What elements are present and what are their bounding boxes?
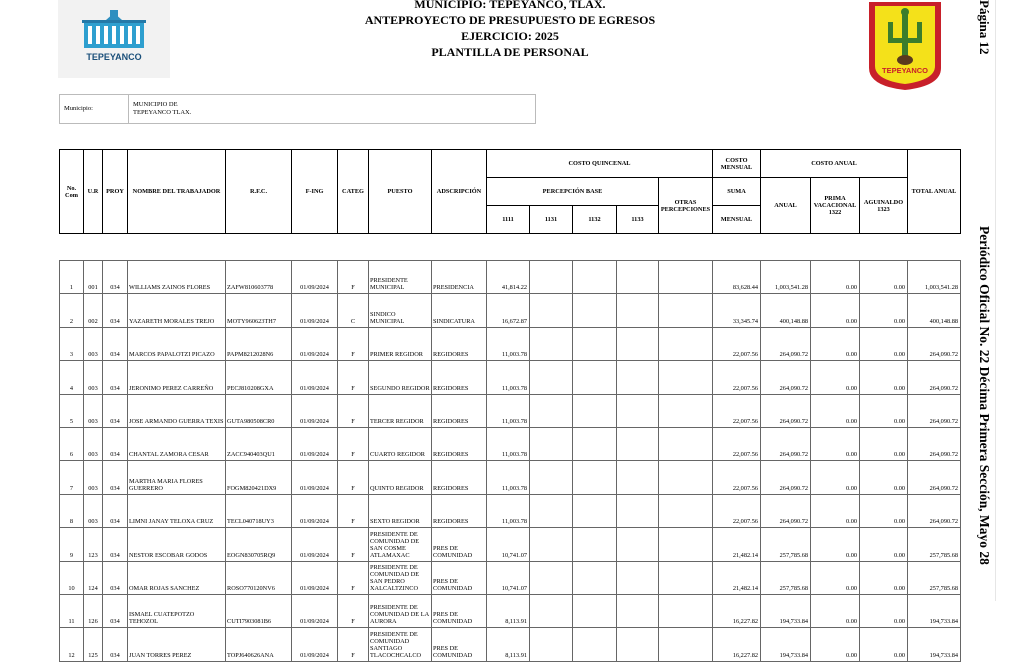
cell-categ: F <box>338 628 369 661</box>
cell-aguinaldo: 0.00 <box>860 394 908 427</box>
col-fing: F-ING <box>292 150 338 234</box>
cell-ur: 002 <box>84 294 103 327</box>
cell-otras <box>659 594 713 627</box>
cell-proy: 034 <box>103 294 128 327</box>
cell-c1131 <box>530 327 573 360</box>
cell-c1131 <box>530 261 573 294</box>
cell-prima: 0.00 <box>811 261 860 294</box>
personnel-table <box>59 260 961 662</box>
table-row <box>60 494 961 527</box>
cell-nombre: JERONIMO PEREZ CARREÑO <box>128 361 226 394</box>
cell-fing: 01/09/2024 <box>292 528 338 561</box>
cell-puesto: QUINTO REGIDOR <box>369 461 432 494</box>
cell-categ: F <box>338 594 369 627</box>
cell-total: 264,090.72 <box>908 361 961 394</box>
cell-puesto: PRIMER REGIDOR <box>369 327 432 360</box>
cell-suma: 22,007.56 <box>713 461 761 494</box>
cell-total: 194,733.84 <box>908 594 961 627</box>
cell-ur: 003 <box>84 461 103 494</box>
cell-total: 257,785.68 <box>908 561 961 594</box>
cell-no: 12 <box>60 628 84 661</box>
cell-suma: 22,007.56 <box>713 494 761 527</box>
cell-no: 5 <box>60 394 84 427</box>
municipio-label: Municipio: <box>64 105 93 112</box>
cell-fing: 01/09/2024 <box>292 628 338 661</box>
cell-prima: 0.00 <box>811 361 860 394</box>
cell-fing: 01/09/2024 <box>292 461 338 494</box>
cell-c1133 <box>617 561 659 594</box>
cell-c1131 <box>530 294 573 327</box>
table-row <box>60 427 961 460</box>
header-municipio: MUNICIPIO: TEPEYANCO, TLAX. <box>414 0 606 11</box>
cell-fing: 01/09/2024 <box>292 294 338 327</box>
cell-prima: 0.00 <box>811 327 860 360</box>
cell-adscripcion: REGIDORES <box>432 427 487 460</box>
document-header <box>300 0 720 60</box>
cell-categ: F <box>338 427 369 460</box>
cell-ur: 001 <box>84 261 103 294</box>
cell-proy: 034 <box>103 628 128 661</box>
cell-c1133 <box>617 494 659 527</box>
cell-c1133 <box>617 394 659 427</box>
col-proy: PROY <box>103 150 128 234</box>
cell-puesto: PRESIDENTE DE COMUNIDAD SANTIAGO TLACOCHCALCO <box>369 628 432 661</box>
col-no-com: No. Com <box>60 150 84 234</box>
cell-otras <box>659 561 713 594</box>
cell-nombre: MARTHA MARIA FLORES GUERRERO <box>128 461 226 494</box>
cell-rfc: GUTA980508CR0 <box>226 394 292 427</box>
cell-puesto: PRESIDENTE DE COMUNIDAD DE SAN COSME ATLAMAXAC <box>369 528 432 561</box>
cell-fing: 01/09/2024 <box>292 561 338 594</box>
cell-total: 264,090.72 <box>908 394 961 427</box>
cell-anual: 194,733.84 <box>761 628 811 661</box>
cell-nombre: ISMAEL CUATEPOTZO TEHOZOL <box>128 594 226 627</box>
cell-categ: F <box>338 394 369 427</box>
cell-categ: C <box>338 294 369 327</box>
cell-otras <box>659 427 713 460</box>
cell-rfc: FOGM820421DX9 <box>226 461 292 494</box>
cell-adscripcion: REGIDORES <box>432 461 487 494</box>
cell-adscripcion: PRES DE COMUNIDAD <box>432 561 487 594</box>
cell-categ: F <box>338 361 369 394</box>
cell-suma: 83,628.44 <box>713 261 761 294</box>
col-nombre: NOMBRE DEL TRABAJADOR <box>128 150 226 234</box>
cell-c1132 <box>573 628 617 661</box>
col-categ: CATEG <box>338 150 369 234</box>
col-prima: PRIMA VACACIONAL 1322 <box>811 178 860 234</box>
cell-rfc: PECJ810208GXA <box>226 361 292 394</box>
cell-rfc: TOPJ640626ANA <box>226 628 292 661</box>
cell-proy: 034 <box>103 594 128 627</box>
cell-total: 264,090.72 <box>908 494 961 527</box>
cell-c1132 <box>573 594 617 627</box>
cell-ur: 003 <box>84 427 103 460</box>
cell-no: 3 <box>60 327 84 360</box>
cell-rfc: ZACC940403QU1 <box>226 427 292 460</box>
cell-c1133 <box>617 528 659 561</box>
cell-adscripcion: PRES DE COMUNIDAD <box>432 594 487 627</box>
cell-adscripcion: PRES DE COMUNIDAD <box>432 628 487 661</box>
col-1111: 1111 <box>487 206 530 234</box>
col-aguinaldo: AGUINALDO 1323 <box>860 178 908 234</box>
cell-no: 4 <box>60 361 84 394</box>
cell-proy: 034 <box>103 561 128 594</box>
cell-proy: 034 <box>103 361 128 394</box>
cell-c1111: 11,003.78 <box>487 427 530 460</box>
cell-total: 257,785.68 <box>908 528 961 561</box>
cell-aguinaldo: 0.00 <box>860 427 908 460</box>
shield-text: TEPEYANCO <box>882 66 928 75</box>
cell-nombre: MARCOS PAPALOTZI PICAZO <box>128 327 226 360</box>
cell-c1132 <box>573 528 617 561</box>
cell-c1131 <box>530 561 573 594</box>
cell-c1111: 10,741.07 <box>487 528 530 561</box>
cell-aguinaldo: 0.00 <box>860 561 908 594</box>
cell-ur: 003 <box>84 394 103 427</box>
cell-c1131 <box>530 461 573 494</box>
cell-c1132 <box>573 494 617 527</box>
cell-puesto: PRESIDENTE MUNICIPAL <box>369 261 432 294</box>
cell-prima: 0.00 <box>811 294 860 327</box>
cell-ur: 003 <box>84 327 103 360</box>
cell-fing: 01/09/2024 <box>292 361 338 394</box>
cell-rfc: ZAFW810603778 <box>226 261 292 294</box>
cell-puesto: SINDICO MUNICIPAL <box>369 294 432 327</box>
cell-suma: 22,007.56 <box>713 427 761 460</box>
cell-aguinaldo: 0.00 <box>860 327 908 360</box>
cell-c1131 <box>530 628 573 661</box>
cell-c1132 <box>573 461 617 494</box>
col-costo-quincenal: COSTO QUINCENAL <box>487 150 713 178</box>
cell-c1133 <box>617 294 659 327</box>
col-anual: ANUAL <box>761 178 811 234</box>
col-mensual: MENSUAL <box>713 206 761 234</box>
cell-nombre: JUAN TORRES PEREZ <box>128 628 226 661</box>
col-ur: U.R <box>84 150 103 234</box>
cell-otras <box>659 327 713 360</box>
header-anteproyecto: ANTEPROYECTO DE PRESUPUESTO DE EGRESOS <box>364 13 656 27</box>
cell-categ: F <box>338 327 369 360</box>
cell-anual: 257,785.68 <box>761 528 811 561</box>
town-hall-icon <box>80 8 148 52</box>
cell-aguinaldo: 0.00 <box>860 494 908 527</box>
cell-otras <box>659 261 713 294</box>
cell-proy: 034 <box>103 327 128 360</box>
cell-suma: 22,007.56 <box>713 394 761 427</box>
cell-c1133 <box>617 327 659 360</box>
cell-nombre: YAZARETH MORALES TREJO <box>128 294 226 327</box>
cell-aguinaldo: 0.00 <box>860 528 908 561</box>
cell-c1133 <box>617 261 659 294</box>
cell-otras <box>659 361 713 394</box>
municipio-box <box>59 94 536 124</box>
cell-fing: 01/09/2024 <box>292 261 338 294</box>
cell-categ: F <box>338 528 369 561</box>
cell-fing: 01/09/2024 <box>292 494 338 527</box>
cell-anual: 264,090.72 <box>761 394 811 427</box>
col-percepcion-base: PERCEPCIÓN BASE <box>487 178 659 206</box>
cell-c1132 <box>573 427 617 460</box>
cell-c1132 <box>573 327 617 360</box>
cell-anual: 264,090.72 <box>761 494 811 527</box>
cell-c1111: 8,113.91 <box>487 628 530 661</box>
cell-suma: 21,482.14 <box>713 528 761 561</box>
cell-c1133 <box>617 628 659 661</box>
table-row <box>60 528 961 561</box>
cell-rfc: EOGN830705RQ9 <box>226 528 292 561</box>
cell-suma: 21,482.14 <box>713 561 761 594</box>
cell-c1111: 11,003.78 <box>487 461 530 494</box>
cell-suma: 16,227.82 <box>713 594 761 627</box>
cell-nombre: LIMNI JANAY TELOXA CRUZ <box>128 494 226 527</box>
personnel-table-header <box>59 149 961 234</box>
cell-ur: 125 <box>84 628 103 661</box>
cell-prima: 0.00 <box>811 394 860 427</box>
cell-rfc: PAPM8212028N6 <box>226 327 292 360</box>
cell-adscripcion: REGIDORES <box>432 327 487 360</box>
cell-adscripcion: PRES DE COMUNIDAD <box>432 528 487 561</box>
cell-c1131 <box>530 427 573 460</box>
cell-ur: 003 <box>84 361 103 394</box>
table-row <box>60 561 961 594</box>
cell-anual: 264,090.72 <box>761 361 811 394</box>
cell-no: 2 <box>60 294 84 327</box>
cell-proy: 034 <box>103 394 128 427</box>
cell-puesto: CUARTO REGIDOR <box>369 427 432 460</box>
cell-otras <box>659 461 713 494</box>
cell-aguinaldo: 0.00 <box>860 361 908 394</box>
col-1131: 1131 <box>530 206 573 234</box>
col-rfc: R.F.C. <box>226 150 292 234</box>
cell-no: 9 <box>60 528 84 561</box>
cell-rfc: ROSO770120NV6 <box>226 561 292 594</box>
cell-otras <box>659 494 713 527</box>
cell-rfc: MOTY960623TH7 <box>226 294 292 327</box>
table-row <box>60 327 961 360</box>
cell-proy: 034 <box>103 494 128 527</box>
cell-categ: F <box>338 461 369 494</box>
table-row <box>60 628 961 661</box>
cell-nombre: JOSE ARMANDO GUERRA TEXIS <box>128 394 226 427</box>
cell-total: 194,733.84 <box>908 628 961 661</box>
cell-no: 6 <box>60 427 84 460</box>
cell-total: 400,148.88 <box>908 294 961 327</box>
col-total-anual: TOTAL ANUAL <box>908 150 961 234</box>
cell-suma: 16,227.82 <box>713 628 761 661</box>
cell-anual: 264,090.72 <box>761 427 811 460</box>
cell-anual: 264,090.72 <box>761 461 811 494</box>
cell-adscripcion: SINDICATURA <box>432 294 487 327</box>
cell-ur: 003 <box>84 494 103 527</box>
cell-rfc: TECL040718UY3 <box>226 494 292 527</box>
cell-proy: 034 <box>103 528 128 561</box>
cell-c1111: 10,741.07 <box>487 561 530 594</box>
cell-no: 8 <box>60 494 84 527</box>
page-number: Página 12 <box>977 0 992 55</box>
cell-no: 10 <box>60 561 84 594</box>
table-row <box>60 461 961 494</box>
cell-adscripcion: REGIDORES <box>432 394 487 427</box>
periodico-label: Periódico Oficial No. 22 Décima Primera Sección, Mayo 28 <box>977 226 992 565</box>
table-row <box>60 394 961 427</box>
cell-nombre: WILLIAMS ZAINOS FLORES <box>128 261 226 294</box>
cell-puesto: SEXTO REGIDOR <box>369 494 432 527</box>
cell-ur: 123 <box>84 528 103 561</box>
cell-prima: 0.00 <box>811 427 860 460</box>
cell-otras <box>659 294 713 327</box>
cell-adscripcion: REGIDORES <box>432 361 487 394</box>
col-costo-mensual: COSTO MENSUAL <box>713 150 761 178</box>
cell-anual: 1,003,541.28 <box>761 261 811 294</box>
cell-c1111: 8,113.91 <box>487 594 530 627</box>
cell-anual: 400,148.88 <box>761 294 811 327</box>
cell-no: 7 <box>60 461 84 494</box>
table-row <box>60 594 961 627</box>
cell-c1132 <box>573 261 617 294</box>
cell-aguinaldo: 0.00 <box>860 294 908 327</box>
cell-no: 1 <box>60 261 84 294</box>
cell-aguinaldo: 0.00 <box>860 594 908 627</box>
table-row <box>60 261 961 294</box>
cell-adscripcion: REGIDORES <box>432 494 487 527</box>
cell-c1132 <box>573 394 617 427</box>
col-otras: OTRAS PERCEPCIONES <box>659 178 713 234</box>
table-row <box>60 294 961 327</box>
cell-prima: 0.00 <box>811 494 860 527</box>
cell-anual: 257,785.68 <box>761 561 811 594</box>
cell-puesto: TERCER REGIDOR <box>369 394 432 427</box>
cell-suma: 33,345.74 <box>713 294 761 327</box>
cell-otras <box>659 394 713 427</box>
col-1133: 1133 <box>617 206 659 234</box>
cell-rfc: CUTI7903081B6 <box>226 594 292 627</box>
cell-c1132 <box>573 561 617 594</box>
cell-nombre: NESTOR ESCOBAR GODOS <box>128 528 226 561</box>
cell-ur: 124 <box>84 561 103 594</box>
cell-prima: 0.00 <box>811 461 860 494</box>
col-adscripcion: ADSCRIPCIÓN <box>432 150 487 234</box>
cell-ur: 126 <box>84 594 103 627</box>
municipio-line2: TEPEYANCO TLAX. <box>133 109 192 116</box>
cell-c1111: 11,003.78 <box>487 361 530 394</box>
cell-categ: F <box>338 261 369 294</box>
municipio-value <box>133 101 333 117</box>
cell-total: 264,090.72 <box>908 427 961 460</box>
cell-fing: 01/09/2024 <box>292 394 338 427</box>
cell-c1132 <box>573 361 617 394</box>
col-suma: SUMA <box>713 178 761 206</box>
col-costo-anual: COSTO ANUAL <box>761 150 908 178</box>
cell-prima: 0.00 <box>811 561 860 594</box>
cell-fing: 01/09/2024 <box>292 327 338 360</box>
municipal-shield-right <box>866 0 944 97</box>
cell-categ: F <box>338 494 369 527</box>
cell-adscripcion: PRESIDENCIA <box>432 261 487 294</box>
header-ejercicio: EJERCICIO: 2025 <box>461 29 559 43</box>
cell-c1111: 11,003.78 <box>487 327 530 360</box>
cell-c1111: 11,003.78 <box>487 394 530 427</box>
cell-c1131 <box>530 528 573 561</box>
cell-total: 264,090.72 <box>908 327 961 360</box>
cell-nombre: OMAR ROJAS SANCHEZ <box>128 561 226 594</box>
cell-prima: 0.00 <box>811 628 860 661</box>
col-1132: 1132 <box>573 206 617 234</box>
cell-otras <box>659 628 713 661</box>
cell-nombre: CHANTAL ZAMORA CESAR <box>128 427 226 460</box>
cell-categ: F <box>338 561 369 594</box>
cell-suma: 22,007.56 <box>713 327 761 360</box>
cell-c1111: 41,814.22 <box>487 261 530 294</box>
cell-c1133 <box>617 427 659 460</box>
cell-proy: 034 <box>103 261 128 294</box>
cell-c1133 <box>617 461 659 494</box>
cell-proy: 034 <box>103 427 128 460</box>
cell-c1131 <box>530 494 573 527</box>
page-edge <box>995 0 996 601</box>
cell-c1133 <box>617 361 659 394</box>
cell-total: 1,003,541.28 <box>908 261 961 294</box>
cell-prima: 0.00 <box>811 594 860 627</box>
cell-puesto: PRESIDENTE DE COMUNIDAD DE LA AURORA <box>369 594 432 627</box>
cell-c1111: 16,672.87 <box>487 294 530 327</box>
logo-left-text: TEPEYANCO <box>86 52 142 62</box>
cell-c1132 <box>573 294 617 327</box>
cell-prima: 0.00 <box>811 528 860 561</box>
cell-fing: 01/09/2024 <box>292 594 338 627</box>
cell-suma: 22,007.56 <box>713 361 761 394</box>
cell-no: 11 <box>60 594 84 627</box>
cell-puesto: SEGUNDO REGIDOR <box>369 361 432 394</box>
cell-anual: 264,090.72 <box>761 327 811 360</box>
cell-c1131 <box>530 594 573 627</box>
cell-anual: 194,733.84 <box>761 594 811 627</box>
cell-proy: 034 <box>103 461 128 494</box>
cell-c1133 <box>617 594 659 627</box>
cell-aguinaldo: 0.00 <box>860 628 908 661</box>
cell-c1111: 11,003.78 <box>487 494 530 527</box>
cell-c1131 <box>530 394 573 427</box>
table-row <box>60 361 961 394</box>
cell-puesto: PRESIDENTE DE COMUNIDAD DE SAN PEDRO XALCALTZINCO <box>369 561 432 594</box>
cell-aguinaldo: 0.00 <box>860 461 908 494</box>
municipio-separator <box>128 95 129 123</box>
cell-aguinaldo: 0.00 <box>860 261 908 294</box>
cactus-shield-icon <box>866 0 944 92</box>
cell-total: 264,090.72 <box>908 461 961 494</box>
municipal-logo-left <box>58 0 170 78</box>
cell-otras <box>659 528 713 561</box>
cell-c1131 <box>530 361 573 394</box>
cell-fing: 01/09/2024 <box>292 427 338 460</box>
header-plantilla: PLANTILLA DE PERSONAL <box>431 45 589 59</box>
col-puesto: PUESTO <box>369 150 432 234</box>
municipio-line1: MUNICIPIO DE <box>133 101 178 108</box>
